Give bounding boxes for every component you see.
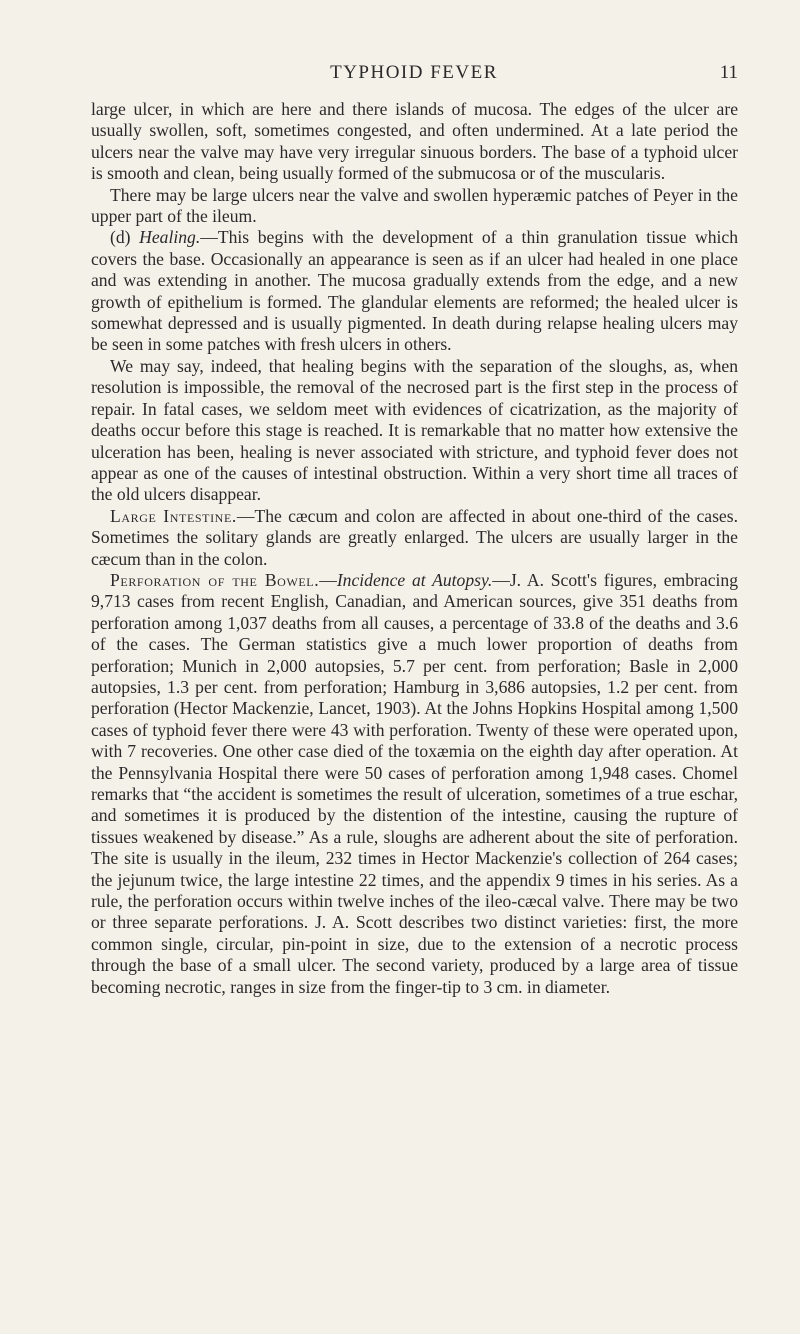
paragraph-text: We may say, indeed, that healing begins with the separation of the sloughs, as, when resolution is impossible, the removal of the necrosed part is the first step in the process of repair. In fatal cases, we seldom meet with evidences of cicatrization, as the majority of deaths occur before this stage is reached. It is remarkable that no matter how extensive the ulceration has been, healing is never associated with stricture, and typhoid fever does not appear as one of the causes of intestinal obstruction. Within a very short time all traces of the old ulcers disappear. [91,355,738,505]
paragraph-large-ulcers [91,185,738,228]
section-heading-perforation: Perforation of the Bowel. [110,569,320,590]
paragraph-healing [91,227,738,355]
subheading-incidence: Incidence at Autopsy. [336,569,493,590]
paragraph-healing-sloughs [91,356,738,506]
running-head [90,58,738,88]
paragraph-text: There may be large ulcers near the valve and swollen hyperæmic patches of Peyer in the upper part of the ileum. [91,184,738,227]
page-number: 11 [719,62,738,83]
body-text [91,99,738,998]
paragraph-large-intestine [91,506,738,570]
heading-separator: — [319,569,337,590]
paragraph-text: —J. A. Scott's figures, embracing 9,713 cases from recent English, Canadian, and American sources, give 351 deaths from perforation among 1,037 deaths from all causes, a percentage of 33.8 of the deaths and 3.6 of the cases. The German statistics give a much lower proportion of deaths from perforation; Munich in 2,000 autopsies, 5.7 per cent. from perforation; Basle in 2,000 autopsies, 1.3 per cent. from perforation; Hamburg in 3,686 autopsies, 1.2 per cent. from perforation (Hector Mackenzie, Lancet, 1903). At the Johns Hopkins Hospital among 1,500 cases of typhoid fever there were 43 with perforation. Twenty of these were operated upon, with 7 recoveries. One other case died of the toxæmia on the eighth day after operation. At the Pennsylvania Hospital there were 50 cases of perforation among 1,948 cases. Chomel remarks that “the accident is sometimes the result of ulceration, sometimes of a true eschar, and sometimes it is produced by the distention of the intestine, causing the rupture of tissues weakened by disease.” As a rule, sloughs are adherent about the site of perforation. The site is usually in the ileum, 232 times in Hector Mackenzie's collection of 264 cases; the jejunum twice, the large intestine 22 times, and the appendix 9 times in his series. As a rule, the perforation occurs within twelve inches of the ileo-cæcal valve. There may be two or three separate perforations. J. A. Scott describes two distinct varieties: first, the more common single, circular, pin-point in size, due to the extension of a necrotic process through the base of a small ulcer. The second variety, produced by a large area of tissue becoming necrotic, ranges in size from the finger-tip to 3 cm. in diameter. [91,569,738,997]
paragraph-ulcer-edges [91,99,738,185]
section-prefix: (d) [110,227,140,248]
paragraph-text: —This begins with the development of a thin granulation tissue which covers the base. Occasionally an appearance is seen as if an ulcer had healed in one place and was extending in another. The mucosa gradually extends from the edge, and a new growth of epithelium is formed. The glandular elements are reformed; the healed ulcer is somewhat depressed and is usually pigmented. In death during relapse healing ulcers may be seen in some patches with fresh ulcers in others. [91,227,739,355]
paragraph-perforation [91,570,738,998]
running-title: TYPHOID FEVER [330,62,498,83]
section-heading-large-intestine: Large Intestine. [110,505,237,526]
paragraph-text: large ulcer, in which are here and there islands of mucosa. The edges of the ulcer are usually swollen, soft, sometimes congested, and often undermined. At a late period the ulcers near the valve may have very irregular sinuous borders. The base of a typhoid ulcer is smooth and clean, being usually formed of the submucosa or of the muscularis. [91,99,738,184]
section-heading-healing: Healing. [139,227,201,248]
paragraph-text: —The cæcum and colon are affected in about one-third of the cases. Sometimes the solitary glands are greatly enlarged. The ulcers are usually larger in the cæcum than in the colon. [91,505,738,569]
